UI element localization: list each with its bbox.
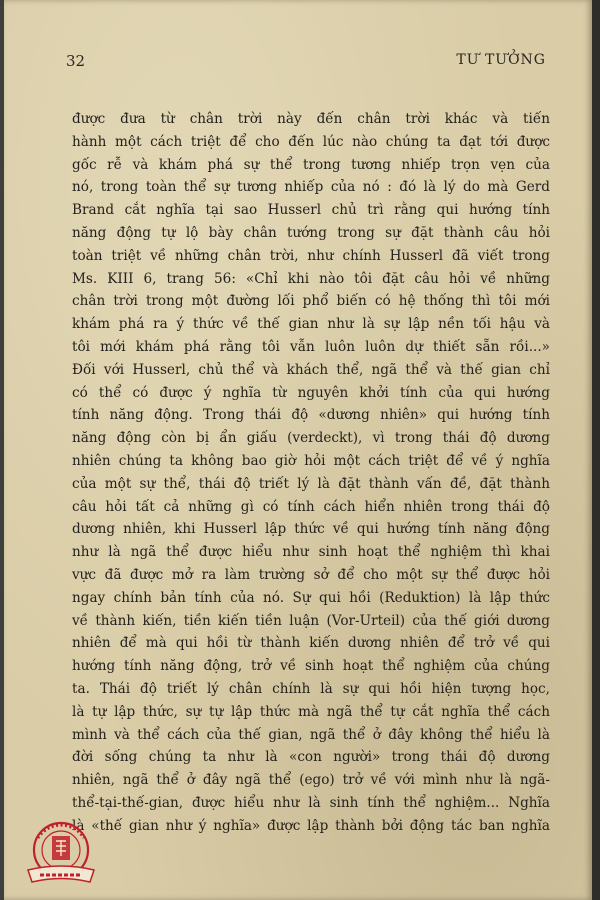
text-line: chân trời trong một đường lối phổ biến có hệ thống thì tôi mới [72,293,550,310]
running-head-title: TƯ TƯỞNG [456,52,546,68]
text-line: ngay chính bản tính của nó. Sự qui hồi (Reduktion) là lập thức [72,589,550,606]
page-edge-shadow [592,0,600,900]
text-line: có thể có được ý nghĩa từ nguyên khởi tính của qui hướng [72,384,550,401]
text-line: khám phá ra ý thức về thế gian như là sự lập nền tối hậu và [72,316,550,333]
text-line: tính năng động. Trong thái độ «dương nhiên» qui hướng tính [72,407,550,424]
text-line: thể-tại-thế-gian, được hiểu như là sinh tính thể nghiệm... Nghĩa [72,794,550,811]
text-line: toàn triệt về những chân trời, như chính Husserl đã viết trong [72,247,550,264]
text-line: nhiên để mà qui hồi từ thành kiến dương nhiên để trở về qui [72,635,550,652]
text-line: hành một cách triệt để cho đến lúc nào chúng ta đạt tới được [72,133,550,150]
text-line: về thành kiến, tiền kiến tiền luận (Vor-Urteil) của thế giới dương [72,612,550,629]
text-line: Đối với Husserl, chủ thể và khách thể, ngã thể và thế gian chỉ [72,361,550,378]
text-line: năng động tự lộ bày chân tướng trong sự đặt thành câu hỏi [72,224,550,241]
page-number: 32 [66,52,86,70]
text-line: dương nhiên, khi Husserl lập thức về qui hướng tính năng động [72,521,550,538]
text-line: nhiên chúng ta không bao giờ hỏi một cách triệt để về ý nghĩa [72,452,550,469]
text-line: Ms. KIII 6, trang 56: «Chỉ khi nào tôi đặt câu hỏi về những [72,270,550,287]
text-line: đời sống chúng ta như là «con người» trong thái độ dương [72,749,550,766]
body-text [72,108,550,838]
text-line: được đưa từ chân trời này đến chân trời khác và tiến [72,111,550,127]
library-seal-logo [22,818,100,888]
text-line: tôi mới khám phá rằng tôi vẫn luôn luôn dự thiết sẵn rồi...» [72,338,550,355]
text-line: là tự lập thức, sự tự lập thức mà ngã thể tự cắt nghĩa thể cách [72,703,550,720]
text-line: năng động còn bị ẩn giấu (verdeckt), vì trong thái độ dương [72,430,550,447]
text-line: như là ngã thể được hiểu như sinh hoạt thể nghiệm thì khai [72,544,550,561]
book-page [4,0,592,900]
seal-icon [22,818,100,888]
text-line: của một sự thể, thái độ triết lý là đặt thành vấn đề, đặt thành [72,475,550,492]
text-line: nhiên, ngã thể ở đây ngã thể (ego) trở về với mình như là ngã- [72,772,550,789]
text-line: Brand cắt nghĩa tại sao Husserl chủ trì rằng qui hướng tính [72,202,550,219]
text-line: gốc rễ và khám phá sự thể trong tương nhiếp trọn vẹn của [72,156,550,173]
text-line: câu hỏi tất cả những gì có tính cách hiển nhiên trong thái độ [72,498,550,515]
text-line: vực đã được mở ra làm trường sở để cho một sự thể được hỏi [72,566,550,583]
text-line: là «thế gian như ý nghĩa» được lập thành bởi động tác ban nghĩa [72,817,550,834]
text-line: nó, trong toàn thể sự tương nhiếp của nó : đó là lý do mà Gerd [72,179,550,196]
text-line: mình và thể cách của thế gian, ngã thể ở đây không thể hiểu là [72,726,550,743]
text-line: hướng tính năng động, trở về sinh hoạt thể nghiệm của chúng [72,658,550,675]
text-line: ta. Thái độ triết lý chân chính là sự qui hồi hiện tượng học, [72,680,550,697]
